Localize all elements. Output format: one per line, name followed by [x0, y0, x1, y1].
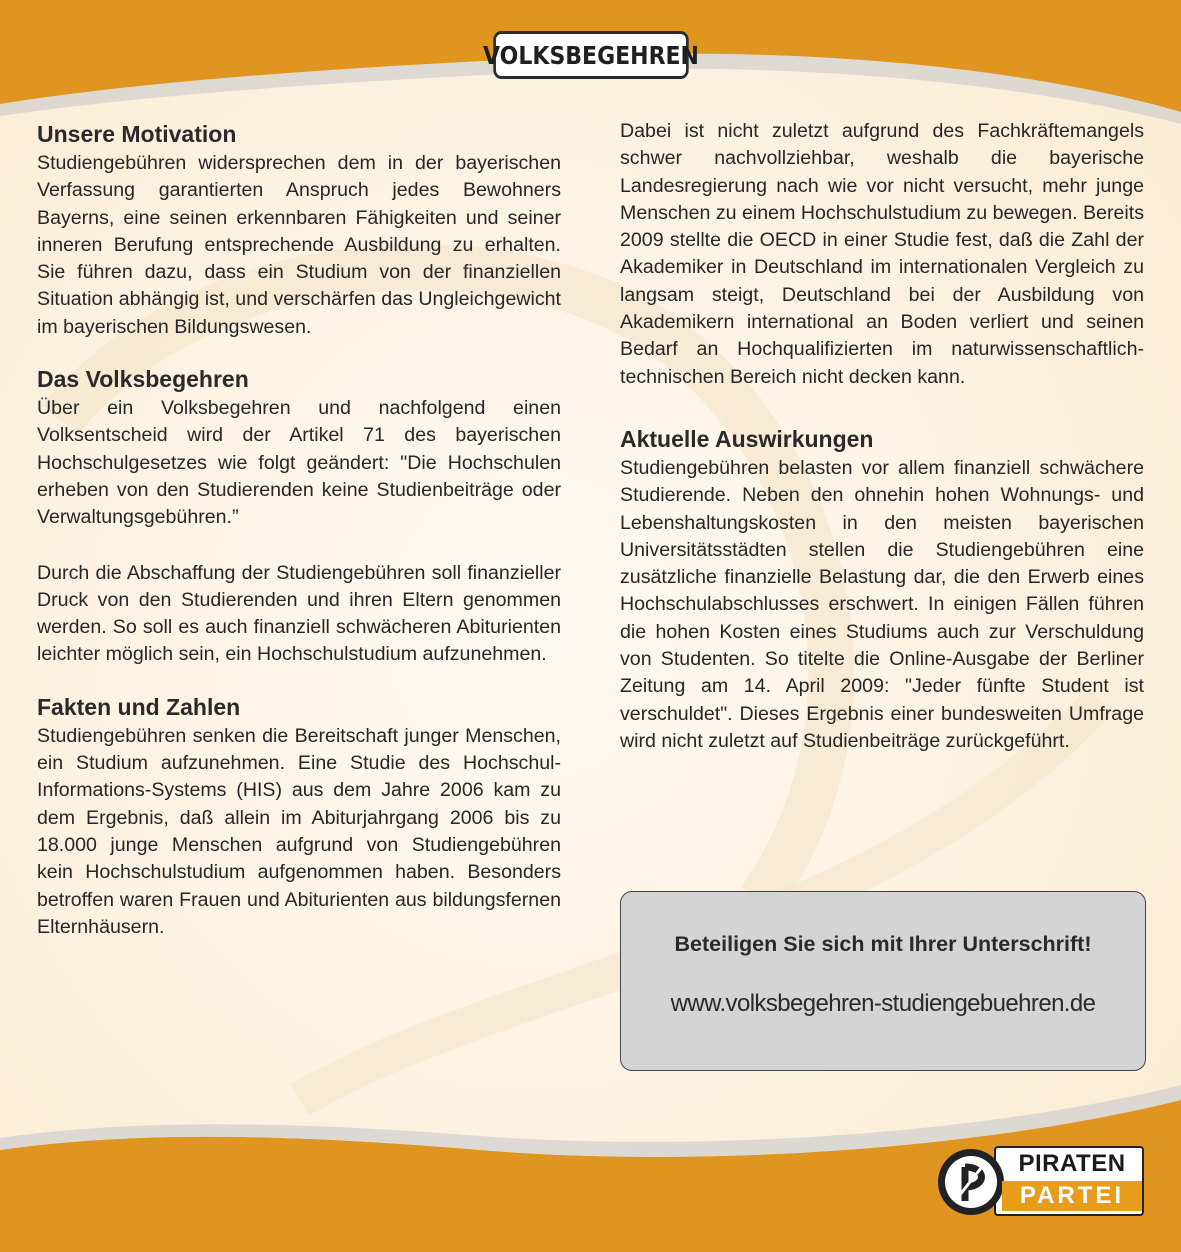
heading-unsere-motivation: Unsere Motivation [37, 121, 237, 147]
paragraph-auswirkungen: Studiengebühren belasten vor allem finanziell schwächere Studierende. Neben den ohnehin hohen Wohnungs- und Lebenshaltungskosten in den meisten bayerischen Universitätsstädten stellen die Studiengebühren eine zusätzliche finanzielle Belastung dar, die den Erwerb eines Hochschulabschlusses erschwert. In einigen Fällen führen die hohen Kosten eines Studiums auch zur Verschuldung von Studenten. So titelte die Online-Ausgabe der Berliner Zeitung am 14. April 2009: "Jeder fünfte Student ist verschuldet". Dieses Ergebnis einer bundesweiten Umfrage wird nicht zuletzt auf Studienbeiträge zurückgeführt. [620, 456, 1144, 752]
callout-cta-text: Beteiligen Sie sich mit Ihrer Unterschrift! [674, 932, 1092, 956]
paragraph-motivation: Studiengebühren widersprechen dem in der bayerischen Verfassung garantierten Anspruch jedes Bewohners Bayerns, eine seinen erkennbaren Fähigkeiten und seiner inneren Berufung entsprechende Ausbildung zu erhalten. Sie führen dazu, dass ein Studium von der finanziellen Situation abhängig ist, und verschärfen das Ungleichgewicht im bayerischen Bildungswesen. [37, 152, 561, 338]
volksbegehren-badge: VOLKSBEGEHREN [493, 31, 688, 79]
paragraph-fakten: Studiengebühren senken die Bereitschaft junger Menschen, ein Studium aufzunehmen. Eine Studie des Hochschul-Informations-Systems (HIS) aus dem Jahre 2006 kam zu dem Ergebnis, daß allein im Abiturjahrgang 2006 bis zu 18.000 junge Menschen aufgrund von Studiengebühren kein Hochschulstudium aufgenommen haben. Besonders betroffen waren Frauen und Abiturienten aus bildungsfernen Elternhäusern. [37, 724, 561, 938]
right-column [620, 118, 1144, 755]
logo-partei-text: PARTEI [1002, 1181, 1142, 1211]
left-column [37, 118, 561, 941]
paragraph-fachkraeftemangel: Dabei ist nicht zuletzt aufgrund des Fachkräftemangels schwer nachvollziehbar, weshalb die bayerische Landesregierung nach wie vor nicht versucht, mehr junge Menschen zu einem Hochschulstudium zu bewegen. Bereits 2009 stellte die OECD in einer Studie fest, daß die Zahl der Akademiker in Deutschland im internationalen Vergleich zu langsam steigt, Deutschland bei der Ausbildung von Akademikern international an Boden verliert und seinen Bedarf an Hochqualifizierten im naturwissenschaftlich-technischen Bereich nicht decken kann. [620, 120, 1144, 388]
logo-wordmark [1002, 1149, 1142, 1213]
heading-aktuelle-auswirkungen: Aktuelle Auswirkungen [620, 425, 874, 452]
paragraph-volksbegehren: Über ein Volksbegehren und nachfolgend einen Volksentscheid wird der Artikel 71 des bayerischen Hochschulgesetzes wie folgt geändert: "Die Hochschulen erheben von den Studierenden keine Studienbeiträge oder Verwaltungsgebühren.” [37, 397, 561, 529]
logo-piraten-text: PIRATEN [1018, 1150, 1126, 1177]
callout-url-link[interactable]: www.volksbegehren-studiengebuehren.de [670, 990, 1096, 1017]
heading-fakten-und-zahlen: Fakten und Zahlen [37, 693, 241, 720]
heading-das-volksbegehren: Das Volksbegehren [37, 366, 249, 393]
paragraph-abschaffung: Durch die Abschaffung der Studiengebühren soll finanzieller Druck von den Studierenden und ihren Eltern genommen werden. So soll es auch finanziell schwächeren Abiturienten leichter möglich sein, ein Hochschulstudium aufzunehmen. [37, 561, 561, 666]
signature-callout-box [620, 891, 1146, 1071]
